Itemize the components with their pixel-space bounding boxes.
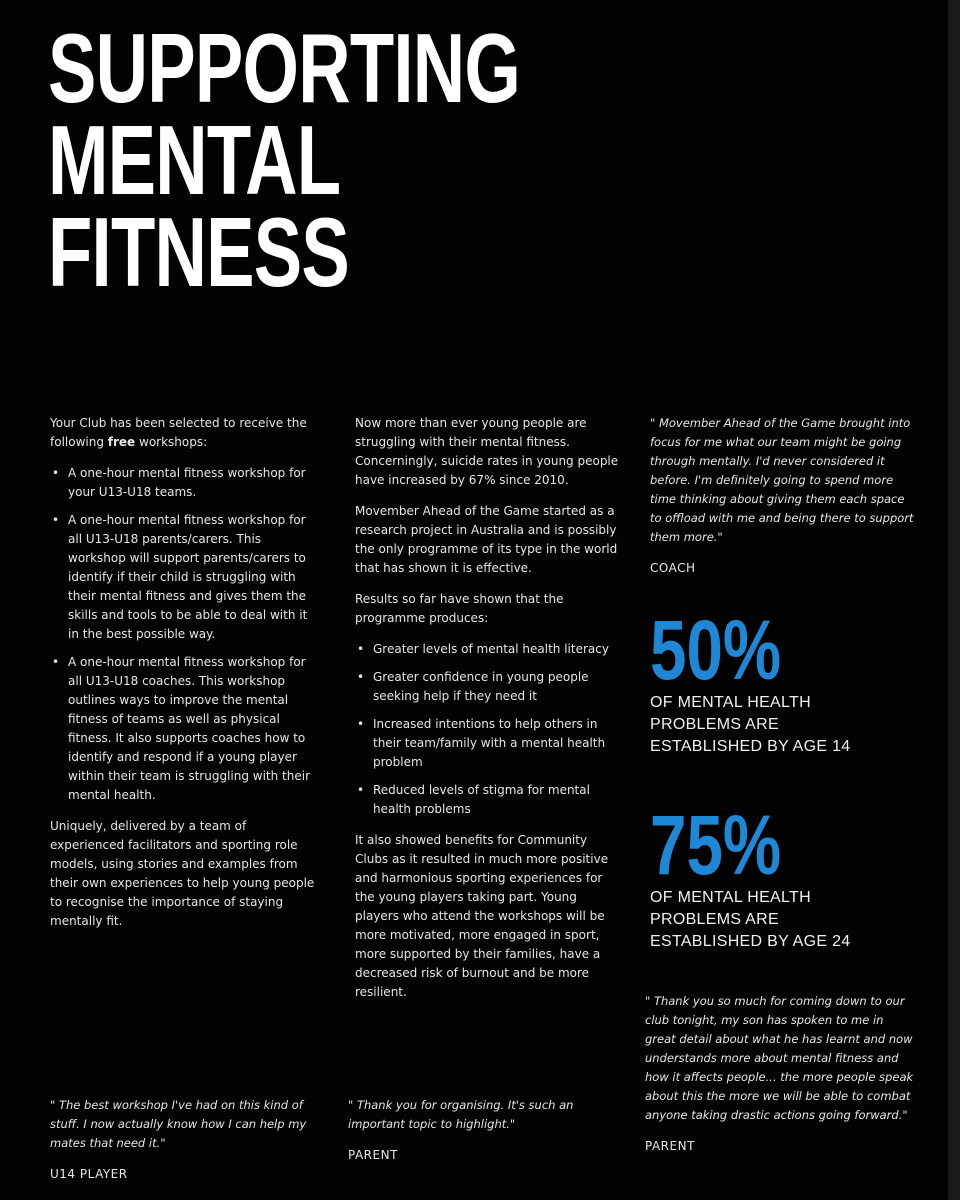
stat-line: PROBLEMS ARE [650, 911, 779, 928]
player-attribution: U14 PLAYER [50, 1167, 128, 1181]
closing-paragraph: Uniquely, delivered by a team of experienced facilitators and sporting role models, using stories and examples from their own experiences to help young people to recognise the importance of staying mentally fit. [50, 819, 315, 928]
column-coach-quote [650, 414, 915, 578]
list-item: • Increased intentions to help others in their team/family with a mental health problem [355, 715, 620, 772]
parent-quote-block [348, 1096, 618, 1165]
parent-attribution: PARENT [348, 1148, 398, 1162]
title-line-3: FITNESS [48, 197, 350, 307]
workshop-list [50, 464, 318, 805]
intro-text-end: workshops: [135, 435, 208, 449]
stat-line: OF MENTAL HEALTH [650, 889, 811, 906]
paragraph: Movember Ahead of the Game started as a research project in Australia and is possibly the only programme of its type in the world that has shown it is effective. [355, 504, 618, 575]
page-title [48, 13, 521, 307]
coach-quote: " Movember Ahead of the Game brought into focus for me what our team might be going through mentally. I'd never considered it before. I'm definitely going to spend more time thinking about giving them each space to offload with me and being there to support them more." [650, 416, 914, 544]
stat-description [650, 692, 930, 758]
list-item: • A one-hour mental fitness workshop for your U13-U18 teams. [50, 464, 318, 502]
paragraph: It also showed benefits for Community Clubs as it resulted in much more positive and harmonious sporting experiences for the young players taking part. Young players who attend the workshops will be more motivated, more engaged in sport, more supported by their families, have a decreased risk of burnout and be more resilient. [355, 833, 609, 999]
intro-text: Your Club has been selected to receive the following [50, 416, 307, 449]
stat-line: PROBLEMS ARE [650, 716, 779, 733]
stat-block-50 [650, 603, 930, 758]
parent-quote: " Thank you so much for coming down to our club tonight, my son has spoken to me in great detail about what he has learnt and now understands more about mental fitness and how it affects people... the more people speak about this the more we will be able to combat anyone taking drastic actions going forward." [645, 994, 914, 1122]
list-item: • A one-hour mental fitness workshop for all U13-U18 parents/carers. This workshop will support parents/carers to identify if their child is struggling with their mental fitness and gives them the skills and tools to be able to deal with it in the best possible way. [50, 511, 318, 644]
stat-line: OF MENTAL HEALTH [650, 694, 811, 711]
player-quote-block [50, 1096, 320, 1184]
results-list [355, 640, 620, 819]
intro-bold-text: free [107, 435, 136, 449]
stat-line: ESTABLISHED BY AGE 24 [650, 933, 851, 950]
stat-line: ESTABLISHED BY AGE 14 [650, 738, 851, 755]
stat-block-75 [650, 798, 930, 953]
intro-paragraph [50, 414, 318, 452]
column-programme [355, 414, 620, 1014]
player-quote: " The best workshop I've had on this kind of stuff. I now actually know how I can help my mates that need it." [50, 1098, 307, 1150]
list-item: • Greater levels of mental health literacy [355, 640, 620, 659]
stat-number: 75% [650, 798, 782, 892]
title-line-2: MENTAL [48, 105, 341, 215]
column-workshops [50, 414, 318, 943]
list-item: • Greater confidence in young people seeking help if they need it [355, 668, 620, 706]
paragraph: Results so far have shown that the programme produces: [355, 592, 564, 625]
coach-attribution: COACH [650, 561, 696, 575]
paragraph: Now more than ever young people are struggling with their mental fitness. Concerningly, suicide rates in young people have increased by 67% since 2010. [355, 416, 619, 487]
parent-quote-block-2 [645, 992, 915, 1156]
stat-description [650, 887, 930, 953]
stat-number: 50% [650, 603, 782, 697]
list-item: • A one-hour mental fitness workshop for all U13-U18 coaches. This workshop outlines ways to improve the mental fitness of teams as well as physical fitness. It also supports coaches how to identify and respond if a young player within their team is struggling with their mental health. [50, 653, 318, 805]
title-line-1: SUPPORTING [48, 13, 521, 123]
parent-attribution: PARENT [645, 1139, 695, 1153]
page-edge [948, 0, 960, 1200]
list-item: • Reduced levels of stigma for mental health problems [355, 781, 620, 819]
parent-quote: " Thank you for organising. It's such an important topic to highlight." [348, 1098, 574, 1131]
